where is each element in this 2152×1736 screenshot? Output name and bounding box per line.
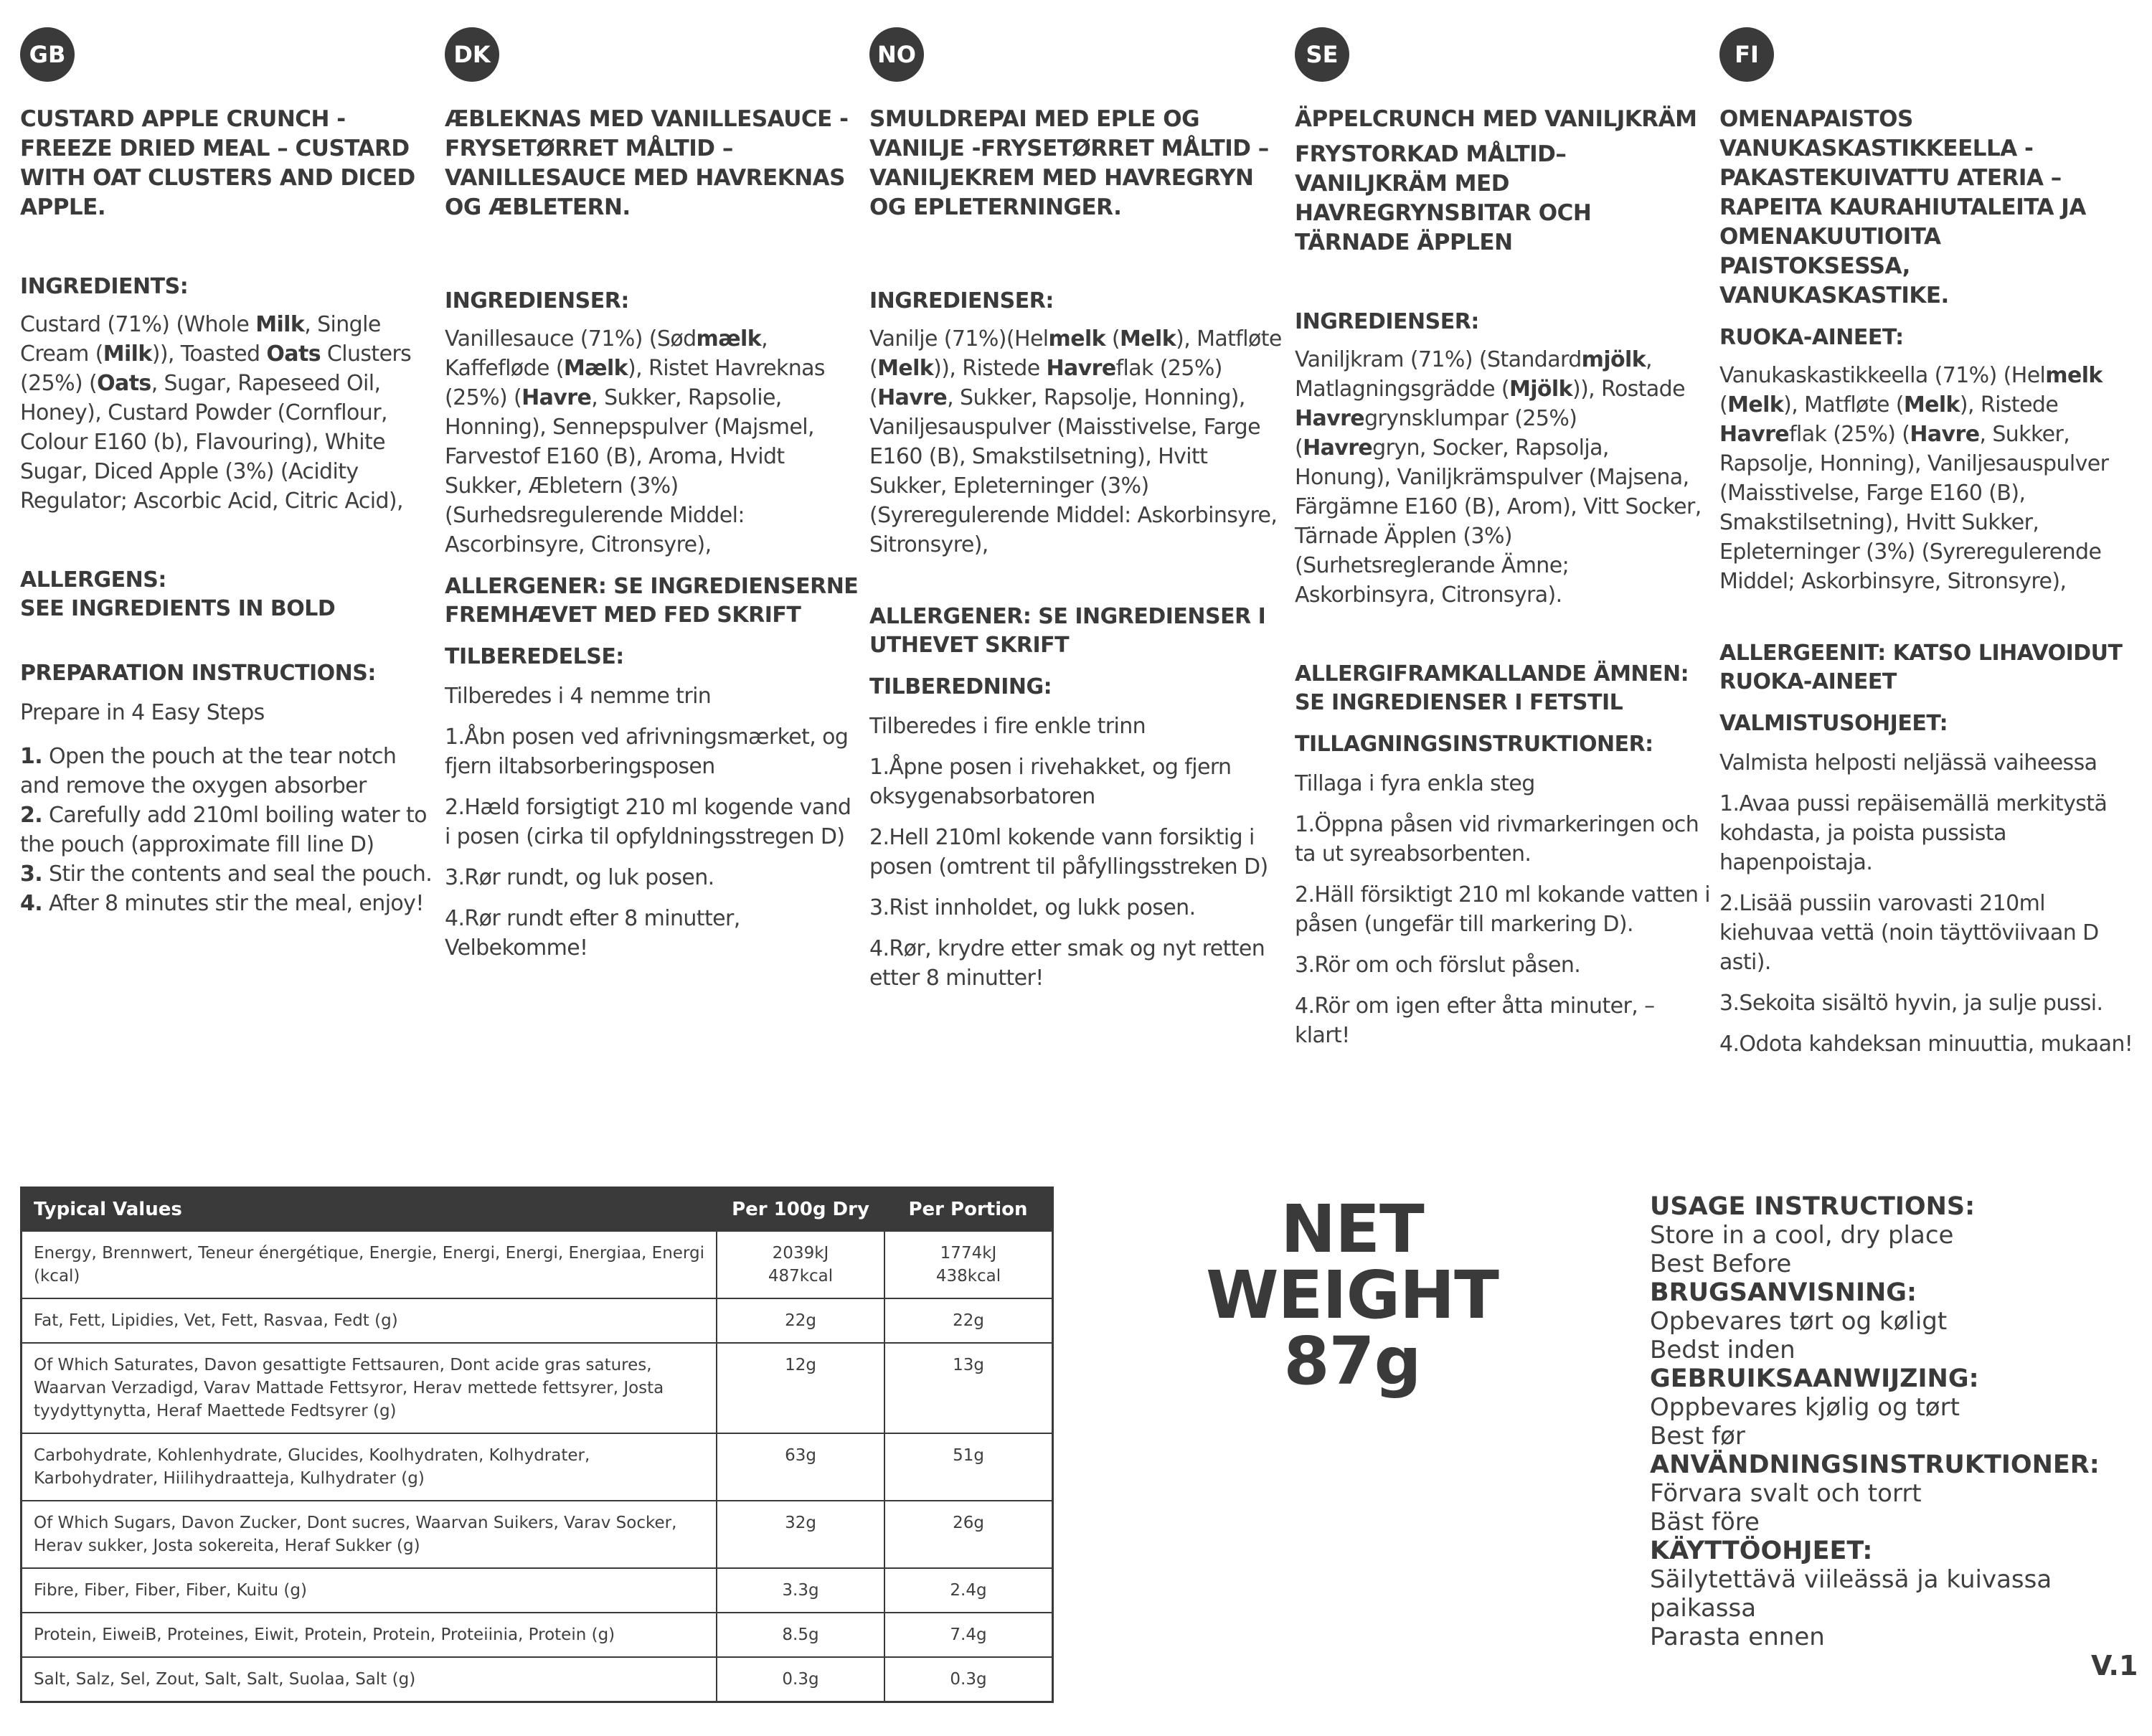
usage-line: Store in a cool, dry place bbox=[1650, 1221, 1954, 1250]
nutrient-label: Fibre, Fiber, Fiber, Fiber, Kuitu (g) bbox=[22, 1568, 717, 1613]
usage-line: Bäst före bbox=[1650, 1508, 1760, 1537]
language-column-fi bbox=[1719, 27, 2136, 1059]
allergens-heading: ALLERGEENIT: KATSO LIHAVOIDUT RUOKA-AINEET bbox=[1719, 641, 2123, 694]
per-100g-value: 22g bbox=[717, 1298, 884, 1343]
preparation-step: 2.Hell 210ml kokende vann forsiktig i posen (omtrent til påfyllingsstreken D) bbox=[869, 825, 1268, 879]
ingredients-heading: RUOKA-AINEET: bbox=[1719, 325, 1904, 350]
usage-heading: ANVÄNDNINGSINSTRUKTIONER: bbox=[1650, 1450, 2100, 1479]
language-column-se bbox=[1295, 27, 1711, 1050]
preparation-intro: Valmista helposti neljässä vaiheessa bbox=[1719, 750, 2097, 775]
nutrition-row bbox=[22, 1298, 1053, 1343]
per-100g-value: 8.5g bbox=[717, 1613, 884, 1657]
preparation-step: 3.Rør rundt, og luk posen. bbox=[445, 865, 714, 890]
preparation-intro: Tilberedes i 4 nemme trin bbox=[445, 684, 712, 709]
nutrient-label: Energy, Brennwert, Teneur énergétique, Energie, Energi, Energi, Energiaa, Energi (kcal) bbox=[22, 1231, 717, 1298]
nutrition-row bbox=[22, 1501, 1053, 1568]
per-portion-value: 22g bbox=[884, 1298, 1053, 1343]
preparation-step: 2.Hæld forsigtigt 210 ml kogende vand i posen (cirka til opfyldningsstregen D) bbox=[445, 795, 851, 849]
preparation-step: 3.Rist innholdet, og lukk posen. bbox=[869, 895, 1196, 920]
ingredients-heading: INGREDIENSER: bbox=[445, 288, 629, 313]
usage-line: Säilytettävä viileässä ja kuivassa paikassa bbox=[1650, 1565, 2052, 1623]
product-title: SMULDREPAI MED EPLE OG VANILJE -FRYSETØRRET MÅLTID – VANILJEKREM MED HAVREGRYN OG EPLETERNINGER. bbox=[869, 106, 1269, 220]
usage-line: Bedst inden bbox=[1650, 1336, 1795, 1364]
preparation-step: 2.Häll försiktigt 210 ml kokande vatten i påsen (ungefär till markering D). bbox=[1295, 882, 1711, 937]
per-100g-value: 3.3g bbox=[717, 1568, 884, 1613]
allergens-heading: ALLERGENER: SE INGREDIENSERNE FREMHÆVET MED FED SKRIFT bbox=[445, 574, 859, 628]
per-portion-value: 7.4g bbox=[884, 1613, 1053, 1657]
preparation-heading: TILBEREDNING: bbox=[869, 674, 1052, 699]
per-portion-value: 26g bbox=[884, 1501, 1053, 1568]
ingredients-text: Vanillesauce (71%) (Sødmælk, Kaffefløde (Mælk), Ristet Havreknas (25%) (Havre, Sukker, Rapsolie, Honning), Sennepspulver (Majsmel, Farvestof E160 (B), Aroma, Hvidt Sukker, Æbletern (3%) (Surhedsregulerende Middel: Ascorbinsyre, Citronsyre), bbox=[445, 326, 825, 557]
product-title: CUSTARD APPLE CRUNCH -FREEZE DRIED MEAL – CUSTARD WITH OAT CLUSTERS AND DICED APPLE. bbox=[20, 106, 415, 220]
preparation-heading: TILBEREDELSE: bbox=[445, 644, 624, 669]
preparation-step: 3. Stir the contents and seal the pouch. bbox=[20, 862, 433, 887]
preparation-step: 2.Lisää pussiin varovasti 210ml kiehuvaa vettä (noin täyttöviivaan D asti). bbox=[1719, 891, 2099, 975]
country-badge: NO bbox=[869, 27, 924, 82]
usage-heading: KÄYTTÖOHJEET: bbox=[1650, 1537, 1873, 1565]
usage-heading: USAGE INSTRUCTIONS: bbox=[1650, 1192, 1976, 1221]
country-badge: SE bbox=[1295, 27, 1349, 82]
preparation-heading: VALMISTUSOHJEET: bbox=[1719, 711, 1948, 736]
version-label: V.1 bbox=[2091, 1650, 2138, 1681]
ingredients-text: Vaniljkram (71%) (Standardmjölk, Matlagningsgrädde (Mjölk)), Rostade Havregrynsklumpar (25%) (Havregryn, Socker, Rapsolja, Honung), Vaniljkrämspulver (Majsena, Färgämne E160 (B), Arom), Vitt Socker, Tärnade Äpplen (3%) (Surhetsreglerande Ämne; Askorbinsyra, Citronsyra). bbox=[1295, 347, 1702, 608]
nutrient-label: Salt, Salz, Sel, Zout, Salt, Salt, Suolaa, Salt (g) bbox=[22, 1657, 717, 1702]
country-badge: FI bbox=[1719, 27, 1774, 82]
column-header: Per Portion bbox=[884, 1188, 1053, 1232]
usage-line: Parasta ennen bbox=[1650, 1623, 1825, 1651]
preparation-step: 1.Åbn posen ved afrivningsmærket, og fjern iltabsorberingsposen bbox=[445, 725, 849, 779]
net-weight bbox=[1137, 1191, 1567, 1400]
nutrition-row bbox=[22, 1231, 1053, 1298]
nutrition-row bbox=[22, 1657, 1053, 1702]
preparation-step: 1.Åpne posen i rivehakket, og fjern oksygenabsorbatoren bbox=[869, 755, 1232, 809]
usage-heading: GEBRUIKSAANWIJZING: bbox=[1650, 1364, 1979, 1393]
preparation-step: 1.Avaa pussi repäisemällä merkitystä kohdasta, ja poista pussista hapenpoistaja. bbox=[1719, 791, 2108, 875]
preparation-step: 2. Carefully add 210ml boiling water to the pouch (approximate fill line D) bbox=[20, 803, 427, 857]
preparation-heading: TILLAGNINGSINSTRUKTIONER: bbox=[1295, 732, 1653, 757]
language-column-dk bbox=[445, 27, 861, 963]
nutrition-header-row bbox=[22, 1188, 1053, 1232]
preparation-step: 3.Rör om och förslut påsen. bbox=[1295, 953, 1581, 978]
nutrition-row bbox=[22, 1613, 1053, 1657]
usage-heading: BRUGSANVISNING: bbox=[1650, 1278, 1917, 1307]
allergens-heading: ALLERGENS: SEE INGREDIENTS IN BOLD bbox=[20, 567, 336, 621]
ingredients-heading: INGREDIENSER: bbox=[1295, 309, 1479, 334]
preparation-intro: Tillaga i fyra enkla steg bbox=[1295, 771, 1535, 796]
product-title: ÆBLEKNAS MED VANILLESAUCE -FRYSETØRRET MÅLTID – VANILLESAUCE MED HAVREKNAS OG ÆBLETERN. bbox=[445, 106, 849, 220]
preparation-step: 4. After 8 minutes stir the meal, enjoy! bbox=[20, 891, 424, 916]
net-weight-label: NET WEIGHT bbox=[1206, 1191, 1499, 1334]
per-100g-value: 32g bbox=[717, 1501, 884, 1568]
preparation-step: 4.Rør rundt efter 8 minutter, Velbekomme! bbox=[445, 906, 740, 961]
country-badge: GB bbox=[20, 27, 75, 82]
preparation-step: 3.Sekoita sisältö hyvin, ja sulje pussi. bbox=[1719, 991, 2103, 1016]
column-header: Typical Values bbox=[22, 1188, 717, 1232]
usage-line: Oppbevares kjølig og tørt bbox=[1650, 1393, 1960, 1422]
per-portion-value: 1774kJ 438kcal bbox=[884, 1231, 1053, 1298]
per-100g-value: 0.3g bbox=[717, 1657, 884, 1702]
ingredients-text: Vanukaskastikkeella (71%) (Helmelk (Melk), Matfløte (Melk), Ristede Havreflak (25%) (Havre, Sukker, Rapsolje, Honning), Vaniljesauspulver (Maisstivelse, Farge E160 (B), Smakstilsetning), Hvitt Sukker, Epleterninger (3%) (Syreregulerende Middel; Askorbinsyre, Sitronsyre), bbox=[1719, 363, 2109, 594]
column-header: Per 100g Dry bbox=[717, 1188, 884, 1232]
preparation-heading: PREPARATION INSTRUCTIONS: bbox=[20, 661, 376, 686]
usage-line: Förvara svalt och torrt bbox=[1650, 1479, 1922, 1508]
preparation-step: 4.Rör om igen efter åtta minuter, – klart! bbox=[1295, 994, 1655, 1048]
per-portion-value: 13g bbox=[884, 1343, 1053, 1433]
per-portion-value: 2.4g bbox=[884, 1568, 1053, 1613]
language-column-gb bbox=[20, 27, 436, 918]
product-title: ÄPPELCRUNCH MED VANILJKRÄM bbox=[1295, 106, 1697, 132]
allergens-heading: ALLERGIFRAMKALLANDE ÄMNEN: SE INGREDIENSER I FETSTIL bbox=[1295, 661, 1689, 715]
product-subtitle: FRYSTORKAD MÅLTID– VANILJKRÄM MED HAVREGRYNSBITAR OCH TÄRNADE ÄPPLEN bbox=[1295, 141, 1592, 255]
preparation-intro: Prepare in 4 Easy Steps bbox=[20, 700, 265, 725]
usage-line: Best Before bbox=[1650, 1250, 1792, 1278]
nutrient-label: Carbohydrate, Kohlenhydrate, Glucides, Koolhydraten, Kolhydrater, Karbohydrater, Hiilihydraatteja, Kulhydrater (g) bbox=[22, 1433, 717, 1501]
ingredients-heading: INGREDIENTS: bbox=[20, 274, 189, 299]
ingredients-text: Vanilje (71%)(Helmelk (Melk), Matfløte (Melk)), Ristede Havreflak (25%) (Havre, Sukker, Rapsolje, Honning), Vaniljesauspulver (Maisstivelse, Farge E160 (B), Smakstilsetning), Hvitt Sukker, Epleterninger (3%) (Syreregulerende Middel: Askorbinsyre, Sitronsyre), bbox=[869, 326, 1282, 557]
net-weight-value: 87g bbox=[1283, 1323, 1421, 1400]
preparation-step: 1. Open the pouch at the tear notch and remove the oxygen absorber bbox=[20, 744, 397, 798]
preparation-intro: Tilberedes i fire enkle trinn bbox=[869, 714, 1146, 739]
allergens-heading: ALLERGENER: SE INGREDIENSER I UTHEVET SKRIFT bbox=[869, 604, 1266, 658]
per-portion-value: 0.3g bbox=[884, 1657, 1053, 1702]
nutrient-label: Protein, EiweiB, Proteines, Eiwit, Protein, Protein, Proteiinia, Protein (g) bbox=[22, 1613, 717, 1657]
language-column-no bbox=[869, 27, 1285, 993]
ingredients-heading: INGREDIENSER: bbox=[869, 288, 1054, 313]
per-100g-value: 63g bbox=[717, 1433, 884, 1501]
nutrient-label: Of Which Saturates, Davon gesattigte Fettsauren, Dont acide gras satures, Waarvan Verzadigd, Varav Mattade Fettsyror, Herav mettede fettsyrer, Josta tyydyttynytta, Heraf Maettede Fedtsyrer (g) bbox=[22, 1343, 717, 1433]
usage-instructions bbox=[1650, 1192, 2145, 1651]
usage-line: Opbevares tørt og køligt bbox=[1650, 1307, 1948, 1336]
preparation-step: 4.Odota kahdeksan minuuttia, mukaan! bbox=[1719, 1032, 2133, 1057]
per-100g-value: 2039kJ 487kcal bbox=[717, 1231, 884, 1298]
nutrition-row bbox=[22, 1343, 1053, 1433]
nutrient-label: Of Which Sugars, Davon Zucker, Dont sucres, Waarvan Suikers, Varav Socker, Herav sukker, Josta sokereita, Heraf Sukker (g) bbox=[22, 1501, 717, 1568]
nutrition-table bbox=[20, 1187, 1054, 1703]
preparation-step: 4.Rør, krydre etter smak og nyt retten etter 8 minutter! bbox=[869, 936, 1265, 991]
nutrient-label: Fat, Fett, Lipidies, Vet, Fett, Rasvaa, Fedt (g) bbox=[22, 1298, 717, 1343]
usage-line: Best før bbox=[1650, 1422, 1745, 1450]
ingredients-text: Custard (71%) (Whole Milk, Single Cream (Milk)), Toasted Oats Clusters (25%) (Oats, Sugar, Rapeseed Oil, Honey), Custard Powder (Cornflour, Colour E160 (b), Flavouring), White Sugar, Diced Apple (3%) (Acidity Regulator; Ascorbic Acid, Citric Acid), bbox=[20, 312, 412, 514]
country-badge: DK bbox=[445, 27, 499, 82]
nutrition-rows bbox=[22, 1231, 1053, 1702]
per-100g-value: 12g bbox=[717, 1343, 884, 1433]
product-title: OMENAPAISTOS VANUKASKASTIKKEELLA -PAKASTEKUIVATTU ATERIA – RAPEITA KAURAHIUTALEITA JA OMENAKUUTIOITA PAISTOKSESSA, VANUKASKASTIKE. bbox=[1719, 106, 2086, 308]
preparation-step: 1.Öppna påsen vid rivmarkeringen och ta ut syreabsorbenten. bbox=[1295, 812, 1699, 867]
nutrition-row bbox=[22, 1568, 1053, 1613]
per-portion-value: 51g bbox=[884, 1433, 1053, 1501]
nutrition-row bbox=[22, 1433, 1053, 1501]
